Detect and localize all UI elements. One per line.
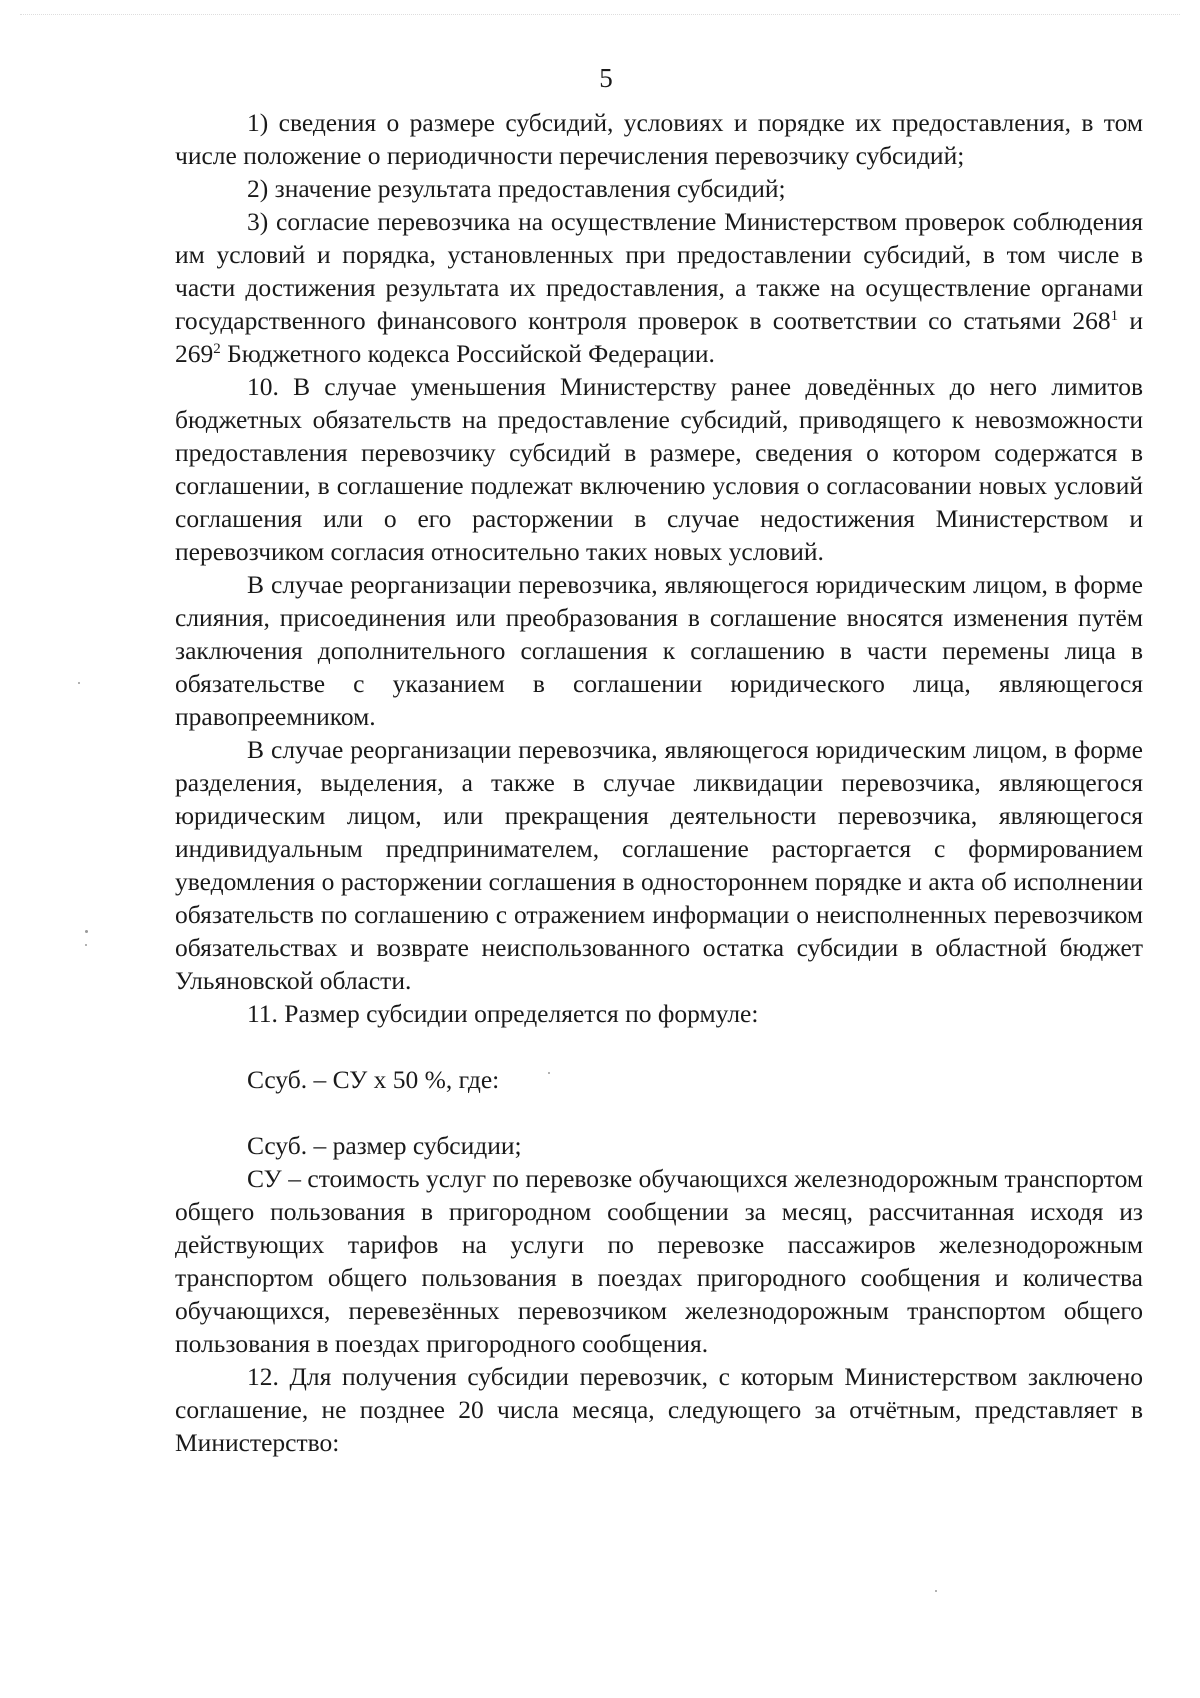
blank-line xyxy=(175,1030,1143,1063)
blank-line xyxy=(175,1096,1143,1129)
item-3-text-middle: и 269 xyxy=(175,306,1143,368)
superscript-1: 1 xyxy=(1110,308,1119,324)
scan-speck xyxy=(548,1072,550,1074)
definition-su: СУ – стоимость услуг по перевозке обучающихся железнодорожным транспортом общего пользования в пригородном сообщении за месяц, рассчитанная исходя из действующих тарифов на услуги по перевозке пассажиров железнодорожным транспортом общего пользования в поездах пригородного сообщения и количества обучающихся, перевезённых перевозчиком железнодорожным транспортом общего пользования в поездах пригородного сообщения. xyxy=(175,1164,1143,1358)
document-body xyxy=(175,106,1143,1459)
scan-speck xyxy=(85,930,88,933)
scan-speck xyxy=(935,1590,937,1592)
superscript-2: 2 xyxy=(213,341,221,357)
paragraph-item-3 xyxy=(175,205,1143,370)
paragraph-section-11: 11. Размер субсидии определяется по формуле: xyxy=(247,999,759,1028)
scan-artifact-top-edge xyxy=(20,14,1180,19)
paragraph-reorganization-merger: В случае реорганизации перевозчика, являющегося юридическим лицом, в форме слияния, присоединения или преобразования в соглашение вносятся изменения путём заключения дополнительного соглашения к соглашению в части перемены лица в обязательстве с указанием в соглашении юридического лица, являющегося правопреемником. xyxy=(175,570,1143,731)
paragraph-item-2: 2) значение результата предоставления субсидий; xyxy=(247,174,786,203)
item-3-text-after: Бюджетного кодекса Российской Федерации. xyxy=(220,339,715,368)
paragraph-section-10: 10. В случае уменьшения Министерству ранее доведённых до него лимитов бюджетных обязательств на предоставление субсидий, приводящего к невозможности предоставления перевозчику субсидий в размере, сведения о котором содержатся в соглашении, в соглашение подлежат включению условия о согласовании новых условий соглашения или о его расторжении в случае недостижения Министерством и перевозчиком согласия относительно таких новых условий. xyxy=(175,372,1143,566)
definition-ssub: Ссуб. – размер субсидии; xyxy=(247,1131,522,1160)
scan-speck xyxy=(85,944,87,946)
paragraph-reorganization-division: В случае реорганизации перевозчика, являющегося юридическим лицом, в форме разделения, выделения, а также в случае ликвидации перевозчика, являющегося юридическим лицом, или прекращения деятельности перевозчика, являющегося индивидуальным предпринимателем, соглашение расторгается с формированием уведомления о расторжении соглашения в одностороннем порядке и акта об исполнении обязательств по соглашению с отражением информации о неисполненных перевозчиком обязательствах и возврате неиспользованного остатка субсидии в областной бюджет Ульяновской области. xyxy=(175,735,1143,995)
paragraph-section-12: 12. Для получения субсидии перевозчик, с которым Министерством заключено соглашение, не позднее 20 числа месяца, следующего за отчётным, представляет в Министерство: xyxy=(175,1362,1143,1457)
page-number: 5 xyxy=(599,63,613,93)
scan-speck xyxy=(78,682,80,684)
paragraph-item-1: 1) сведения о размере субсидий, условиях и порядке их предоставления, в том числе положение о периодичности перечисления перевозчику субсидий; xyxy=(175,108,1143,170)
item-3-text-before: 3) согласие перевозчика на осуществление Министерством проверок соблюдения им условий и порядка, установленных при предоставлении субсидий, в том числе в части достижения результата их предоставления, а также на осуществление органами государственного финансового контроля проверок в соответствии со статьями 268 xyxy=(175,207,1143,335)
formula: Ссуб. – СУ х 50 %, где: xyxy=(247,1065,500,1094)
